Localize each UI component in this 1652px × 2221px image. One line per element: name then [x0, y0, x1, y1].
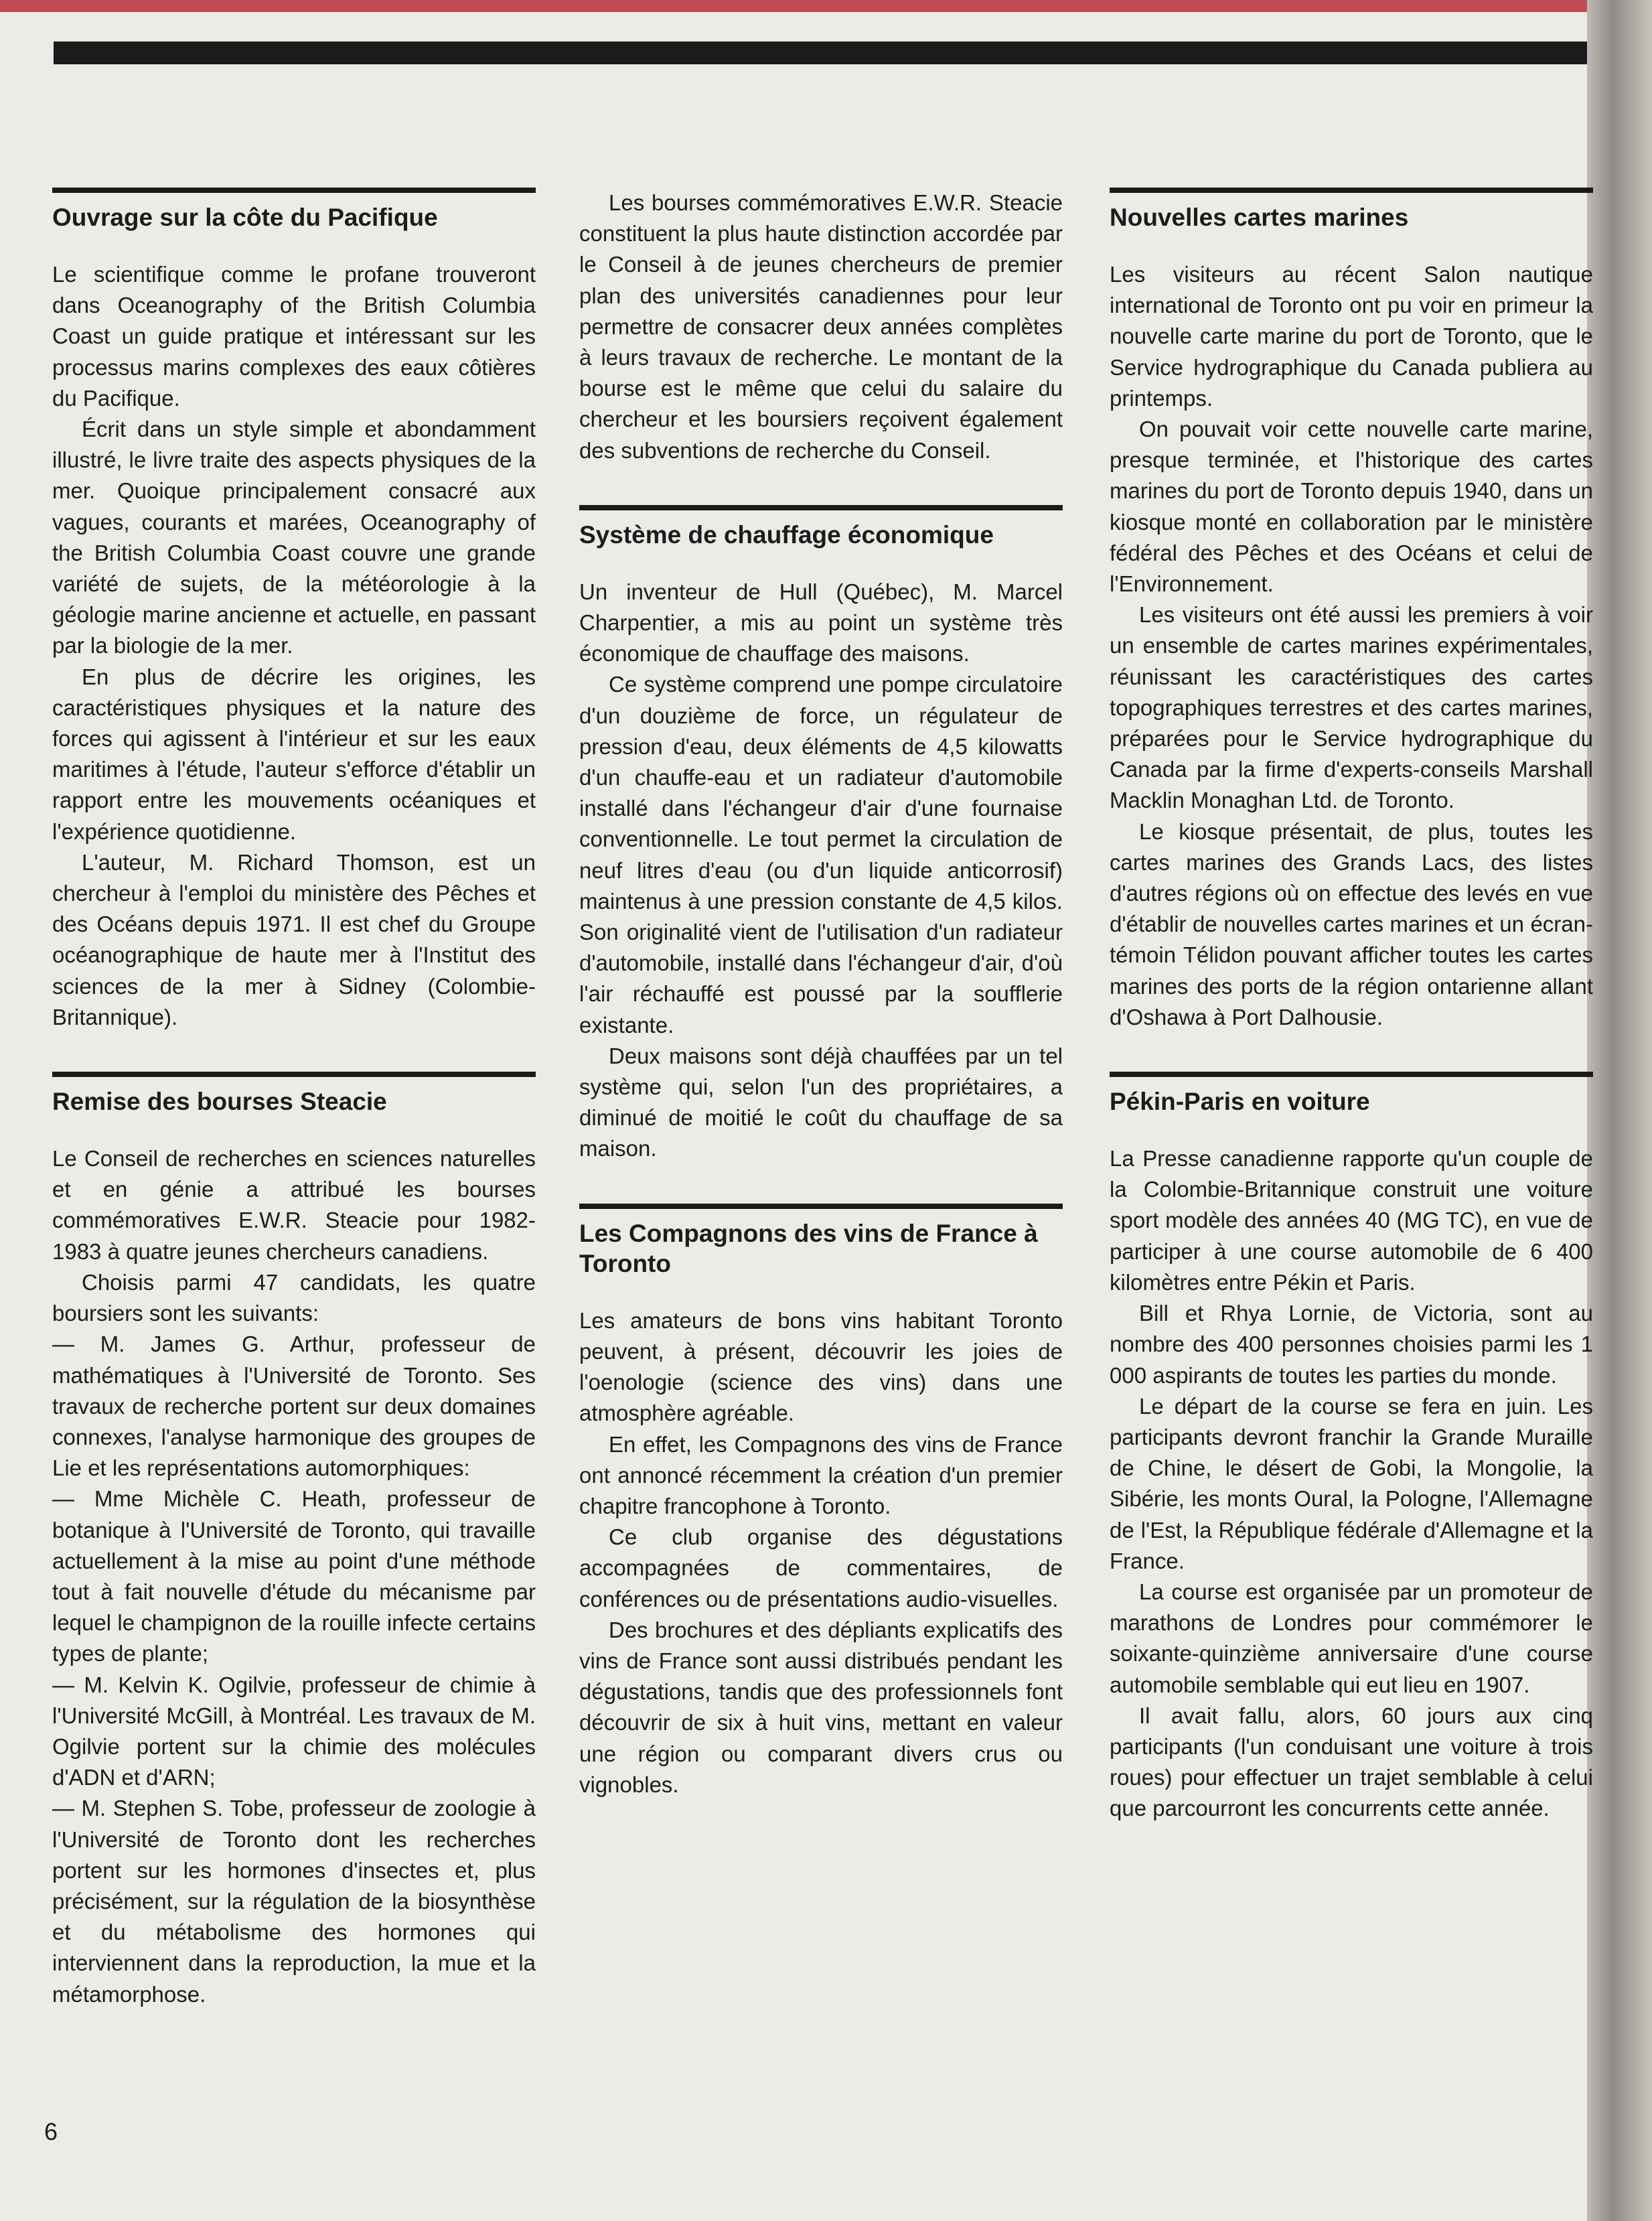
paragraph: On pouvait voir cette nouvelle carte marine, presque terminée, et l'historique des cartes marines du port de Toronto depuis 1940, dans un kiosque monté en collaboration par le ministère fédéral des Pêches et des Océans et celui de l'Environnement.: [1110, 417, 1593, 597]
section-rule: [52, 188, 536, 193]
paragraph: Les amateurs de bons vins habitant Toronto peuvent, à présent, découvrir les joies de l'oenologie (science des vins) dans une atmosphère agréable.: [579, 1307, 1063, 1426]
page-top-strip: [0, 0, 1652, 12]
article-title: Les Compagnons des vins de France à Toronto: [579, 1219, 1038, 1277]
list-item: — M. James G. Arthur, professeur de mathématiques à l'Université de Toronto. Ses travaux de recherche portent sur deux domaines connexes, l'analyse harmonique des groupes de Lie et les représentations automorphiques:: [52, 1332, 536, 1481]
page-number: 6: [44, 2118, 58, 2145]
paragraph: Il avait fallu, alors, 60 jours aux cinq participants (l'un conduisant une voiture à trois roues) pour effectuer un trajet semblable à celui que parcourront les concurrents cette année.: [1110, 1703, 1593, 1821]
paragraph: Le départ de la course se fera en juin. Les participants devront franchir la Grande Muraille de Chine, le désert de Gobi, la Mongolie, la Sibérie, les monts Oural, la Pologne, l'Allemagne de l'Est, la République fédérale d'Allemagne et la France.: [1110, 1393, 1593, 1573]
section-rule: [579, 505, 1063, 510]
article-pacifique: [52, 188, 536, 1033]
article-steacie: [52, 1072, 536, 2010]
article-title: Remise des bourses Steacie: [52, 1088, 387, 1116]
paragraph: La course est organisée par un promoteur de marathons de Londres pour commémorer le soixante-quinzième anniversaire d'une course automobile semblable qui eut lieu en 1907.: [1110, 1579, 1593, 1697]
paragraph: En plus de décrire les origines, les caractéristiques physiques et la nature des forces qui agissent à l'intérieur et sur les eaux maritimes à l'étude, l'auteur s'efforce d'établir un rapport entre les mouvements océaniques et l'expérience quotidienne.: [52, 664, 536, 844]
article-title: Système de chauffage économique: [579, 520, 994, 549]
section-rule: [579, 1204, 1063, 1209]
paragraph: Le scientifique comme le profane trouveront dans Oceanography of the British Columbia Coast un guide pratique et intéressant sur les processus marins complexes des eaux côtières du Pacifique.: [52, 262, 536, 411]
header-band: [54, 42, 1587, 64]
column-1: [52, 188, 536, 2049]
list-item: — M. Kelvin K. Ogilvie, professeur de chimie à l'Université McGill, à Montréal. Les travaux de M. Ogilvie portent sur la chimie des molécules d'ADN et d'ARN;: [52, 1672, 536, 1790]
list-item: — Mme Michèle C. Heath, professeur de botanique à l'Université de Toronto, qui travaille actuellement à la mise au point d'une méthode tout à fait nouvelle d'étude du mécanisme par lequel le champignon de la rouille infecte certains types de plante;: [52, 1486, 536, 1666]
paragraph: Un inventeur de Hull (Québec), M. Marcel Charpentier, a mis au point un système très économique de chauffage des maisons.: [579, 579, 1063, 666]
paragraph: Des brochures et des dépliants explicatifs des vins de France sont aussi distribués pendant les dégustations, tandis que des professionnels font découvrir de six à huit vins, mettant en valeur une région ou comparant divers crus ou vignobles.: [579, 1617, 1063, 1797]
article-title: Pékin-Paris en voiture: [1110, 1088, 1370, 1116]
section-rule: [52, 1072, 536, 1077]
article-compagnons: [579, 1204, 1063, 1800]
column-2: [579, 188, 1063, 1839]
paragraph: L'auteur, M. Richard Thomson, est un chercheur à l'emploi du ministère des Pêches et des Océans depuis 1971. Il est chef du Groupe océanographique de haute mer à l'Institut des sciences de la mer à Sidney (Colombie-Britannique).: [52, 849, 536, 1029]
section-rule: [1110, 188, 1593, 193]
paragraph: Les bourses commémoratives E.W.R. Steacie constituent la plus haute distinction accordée par le Conseil à de jeunes chercheurs de premier plan des universités canadiennes pour leur permettre de consacrer deux années complètes à leurs travaux de recherche. Le montant de la bourse est le même que celui du salaire du chercheur et les boursiers reçoivent également des subventions de recherche du Conseil.: [579, 190, 1063, 463]
paragraph: En effet, les Compagnons des vins de France ont annoncé récemment la création d'un premier chapitre francophone à Toronto.: [579, 1431, 1063, 1518]
article-steacie-continued: [579, 188, 1063, 466]
article-cartes-marines: [1110, 188, 1593, 1033]
paragraph: Le Conseil de recherches en sciences naturelles et en génie a attribué les bourses commémoratives E.W.R. Steacie pour 1982-1983 à quatre jeunes chercheurs canadiens.: [52, 1146, 536, 1264]
paragraph: Deux maisons sont déjà chauffées par un tel système qui, selon l'un des propriétaires, a diminué de moitié le coût du chauffage de sa maison.: [579, 1043, 1063, 1161]
article-chauffage: [579, 505, 1063, 1165]
article-title: Nouvelles cartes marines: [1110, 204, 1409, 231]
column-3: [1110, 188, 1593, 1863]
paragraph: Les visiteurs au récent Salon nautique international de Toronto ont pu voir en primeur la nouvelle carte marine du port de Toronto, que le Service hydrographique du Canada publiera au printemps.: [1110, 262, 1593, 411]
page-edge: [1587, 0, 1652, 2221]
paragraph: Les visiteurs ont été aussi les premiers à voir un ensemble de cartes marines expérimentales, réunissant les caractéristiques des cartes topographiques terrestres et des cartes marines, préparées pour le Service hydrographique du Canada par la firme d'experts-conseils Marshall Macklin Monaghan Ltd. de Toronto.: [1110, 602, 1593, 813]
paragraph: Écrit dans un style simple et abondamment illustré, le livre traite des aspects physiques de la mer. Quoique principalement consacré aux vagues, courants et marées, Oceanography of the British Columbia Coast couvre une grande variété de sujets, de la météorologie à la géologie marine ancienne et actuelle, en passant par la biologie de la mer.: [52, 417, 536, 658]
paragraph: Ce système comprend une pompe circulatoire d'un douzième de force, un régulateur de pression d'eau, deux éléments de 4,5 kilowatts d'un chauffe-eau et un radiateur d'automobile installé dans l'échangeur d'air d'une fournaise conventionnelle. Le tout permet la circulation de neuf litres d'eau (ou d'un liquide anticorrosif) maintenus à une pression constante de 4,5 kilos. Son originalité vient de l'utilisation d'un radiateur d'automobile, installé dans l'échangeur d'air, d'où l'air réchauffé est poussé par la soufflerie existante.: [579, 672, 1063, 1037]
section-rule: [1110, 1072, 1593, 1077]
list-item: — M. Stephen S. Tobe, professeur de zoologie à l'Université de Toronto dont les recherches portent sur les hormones d'insectes et, plus précisément, sur la régulation de la biosynthèse et du métabolisme des hormones qui interviennent dans la reproduction, la mue et la métamorphose.: [52, 1796, 536, 2007]
paragraph: Ce club organise des dégustations accompagnées de commentaires, de conférences ou de présentations audio-visuelles.: [579, 1524, 1063, 1611]
paragraph: La Presse canadienne rapporte qu'un couple de la Colombie-Britannique construit une voiture sport modèle des années 40 (MG TC), en vue de participer à une course automobile de 6 400 kilomètres entre Pékin et Paris.: [1110, 1146, 1593, 1295]
article-pekin-paris: [1110, 1072, 1593, 1824]
paragraph: Choisis parmi 47 candidats, les quatre boursiers sont les suivants:: [52, 1269, 536, 1326]
article-title: Ouvrage sur la côte du Pacifique: [52, 204, 438, 231]
paragraph: Bill et Rhya Lornie, de Victoria, sont au nombre des 400 personnes choisies parmi les 1 000 aspirants de toutes les parties du monde.: [1110, 1301, 1593, 1388]
paragraph: Le kiosque présentait, de plus, toutes les cartes marines des Grands Lacs, des listes d'autres régions où on effectue des levés en vue d'établir de nouvelles cartes marines et un écran-témoin Télidon pouvant afficher toutes les cartes marines des ports de la région ontarienne allant d'Oshawa à Port Dalhousie.: [1110, 818, 1593, 1029]
